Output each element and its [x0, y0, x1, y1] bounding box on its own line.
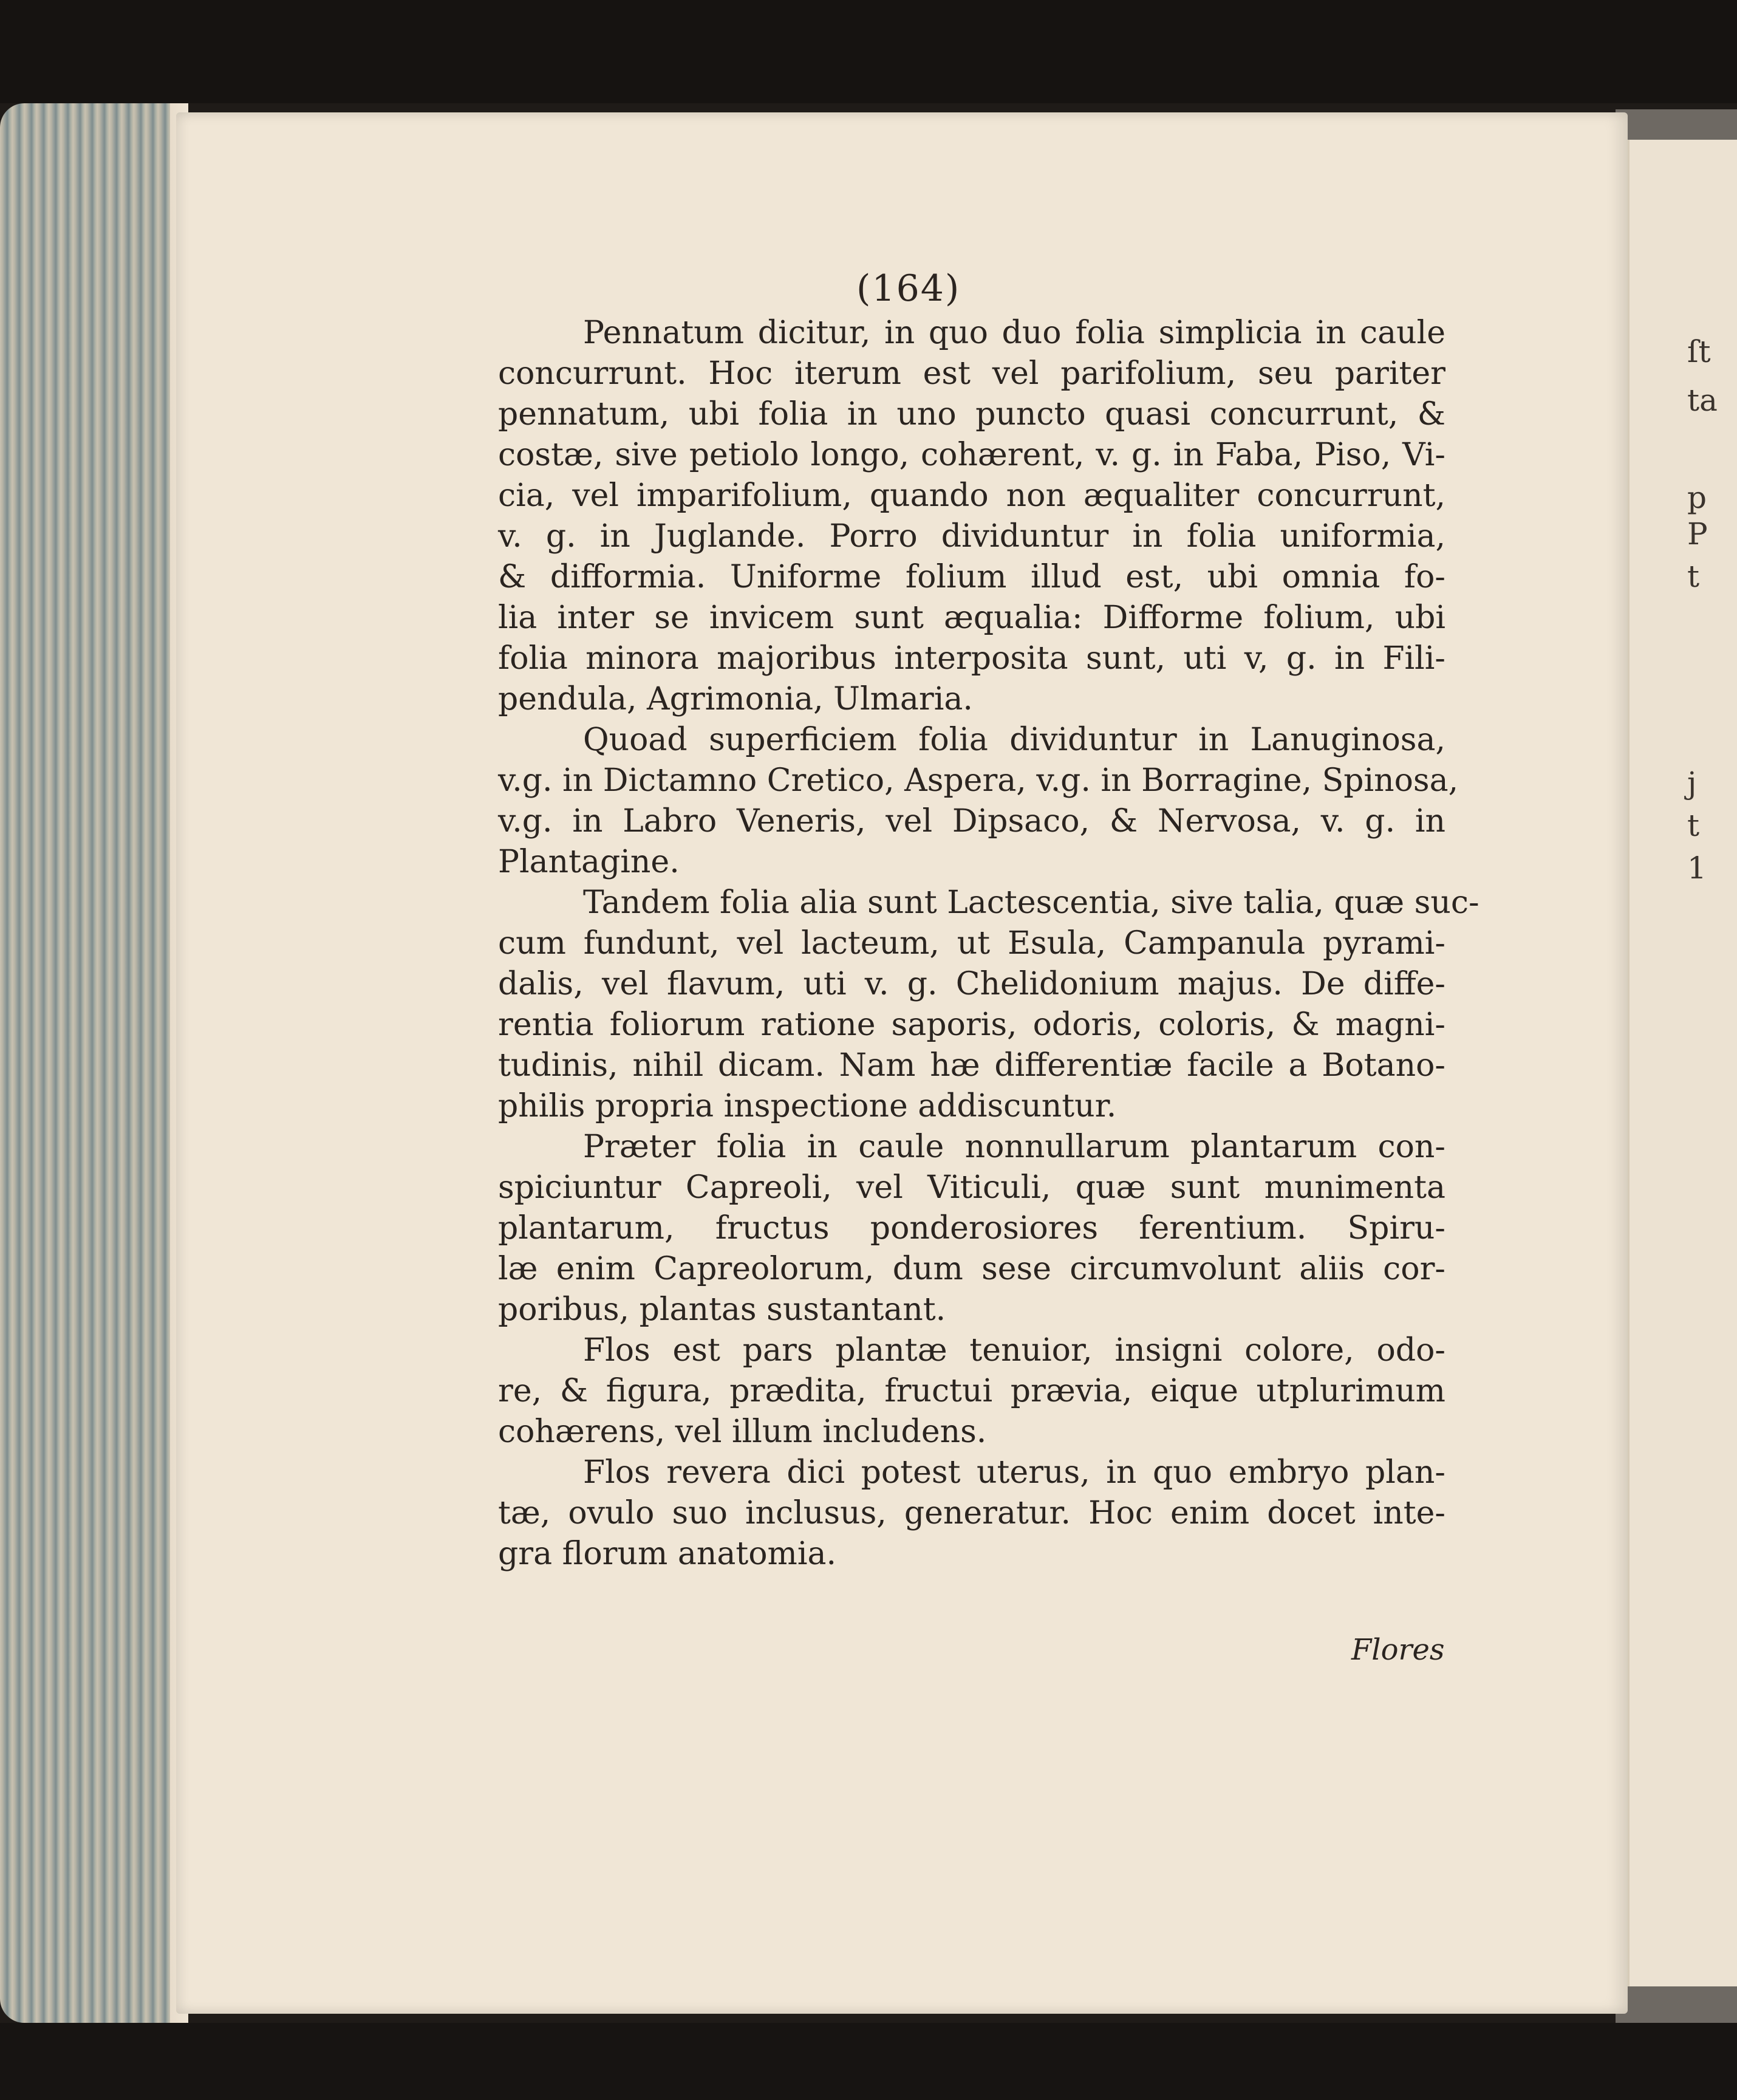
text-line: folia minora majoribus interposita sunt, uti v, g. in Fili- — [498, 640, 1445, 677]
text-line: rentia foliorum ratione saporis, odoris, coloris, & magni- — [498, 1007, 1445, 1043]
facing-page-letter: 1 — [1687, 850, 1707, 886]
text-line: Tandem folia alia sunt Lactescentia, sive talia, quæ suc- — [583, 884, 1479, 921]
text-line: cum fundunt, vel lacteum, ut Esula, Campanula pyrami- — [498, 925, 1445, 962]
text-line: spiciuntur Capreoli, vel Viticuli, quæ sunt munimenta — [498, 1169, 1445, 1206]
text-line: v.g. in Dictamno Cretico, Aspera, v.g. in Borragine, Spinosa, — [498, 762, 1459, 799]
text-line: Plantagine. — [498, 844, 680, 880]
text-line: tæ, ovulo suo inclusus, generatur. Hoc enim docet inte- — [498, 1495, 1445, 1531]
text-line: pennatum, ubi folia in uno puncto quasi concurrunt, & — [498, 396, 1445, 433]
facing-page-letter: j — [1687, 765, 1697, 801]
facing-page-fragment — [1628, 140, 1737, 1986]
text-line: Flos revera dici potest uterus, in quo embryo plan- — [583, 1454, 1445, 1491]
text-line: tudinis, nihil dicam. Nam hæ differentiæ facile a Botano- — [498, 1047, 1445, 1084]
text-line: Quoad superficiem folia dividuntur in Lanuginosa, — [583, 722, 1445, 758]
body-text — [498, 313, 1479, 1575]
catchword: Flores — [1351, 1633, 1445, 1667]
text-line: pendula, Agrimonia, Ulmaria. — [498, 681, 973, 717]
facing-page-letter: P — [1687, 516, 1708, 552]
scan-background-top — [0, 0, 1737, 103]
scan-background-bottom — [0, 2023, 1737, 2100]
book-page-edges — [0, 103, 188, 2023]
text-line: cia, vel imparifolium, quando non æqualiter concurrunt, — [498, 477, 1445, 514]
facing-page-letter: p — [1687, 480, 1707, 515]
text-line: Præter folia in caule nonnullarum plantarum con- — [583, 1129, 1445, 1165]
text-line: lia inter se invicem sunt æqualia: Difforme folium, ubi — [498, 600, 1445, 636]
text-line: dalis, vel flavum, uti v. g. Chelidonium majus. De diffe- — [498, 966, 1445, 1002]
text-line: gra florum anatomia. — [498, 1536, 837, 1572]
text-line: philis propria inspectione addiscuntur. — [498, 1088, 1117, 1124]
facing-page-letter: ta — [1687, 383, 1718, 418]
text-line: plantarum, fructus ponderosiores ferentium. Spiru- — [498, 1210, 1445, 1247]
text-line: costæ, sive petiolo longo, cohærent, v. g. in Faba, Piso, Vi- — [498, 437, 1445, 473]
text-line: v. g. in Juglande. Porro dividuntur in folia uniformia, — [498, 518, 1445, 555]
facing-page-letter: t — [1687, 559, 1700, 594]
facing-page-letter: t — [1687, 808, 1700, 843]
page-number-header: (164) — [856, 267, 961, 310]
text-line: Pennatum dicitur, in quo duo folia simplicia in caule — [583, 315, 1445, 351]
text-line: concurrunt. Hoc iterum est vel parifolium, seu pariter — [498, 355, 1445, 392]
text-line: Flos est pars plantæ tenuior, insigni colore, odo- — [583, 1332, 1445, 1369]
text-line: læ enim Capreolorum, dum sese circumvolunt aliis cor- — [498, 1251, 1445, 1287]
text-line: cohærens, vel illum includens. — [498, 1414, 987, 1450]
text-line: & difformia. Uniforme folium illud est, ubi omnia fo- — [498, 559, 1445, 595]
text-line: re, & figura, prædita, fructui prævia, eique utplurimum — [498, 1373, 1445, 1409]
facing-page-letter: ſt — [1687, 334, 1711, 369]
text-line: v.g. in Labro Veneris, vel Dipsaco, & Nervosa, v. g. in — [498, 803, 1445, 840]
text-line: poribus, plantas sustantant. — [498, 1291, 946, 1328]
